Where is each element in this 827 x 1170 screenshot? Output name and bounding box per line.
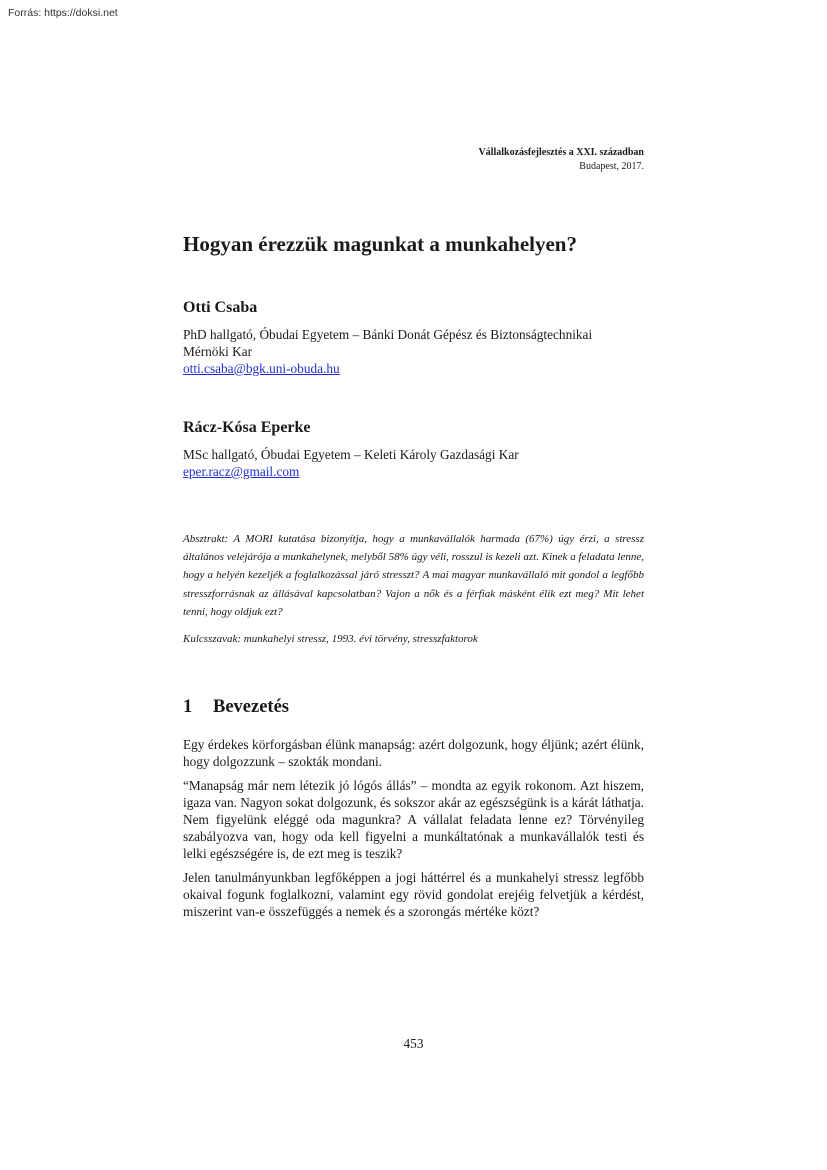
paragraph: Jelen tanulmányunkban legfőképpen a jogi háttérrel és a munkahelyi stressz legfőbb okaival fogunk foglalkozni, valamint egy rövid gondolat erejéig felvetjük a kérdést, miszerint van-e összefüggés a nemek és a szorongás mértéke közt? [183, 870, 644, 919]
section-title: Bevezetés [213, 697, 290, 717]
author-name: Otti Csaba [183, 299, 258, 316]
author-affiliation-cont: Mérnöki Kar [183, 344, 253, 359]
author-block-2 [183, 419, 644, 481]
source-label: Forrás: https://doksi.net [8, 7, 118, 19]
conference-header [478, 146, 644, 174]
conference-place-year: Budapest, 2017. [579, 161, 644, 172]
section-heading [183, 697, 644, 718]
author-email-link[interactable]: eper.racz@gmail.com [183, 464, 300, 479]
page-number: 453 [403, 1036, 424, 1051]
author-affiliation: MSc hallgató, Óbudai Egyetem – Keleti Károly Gazdasági Kar [183, 447, 519, 462]
conference-title: Vállalkozásfejlesztés a XXI. században [478, 147, 644, 158]
section-body [183, 736, 644, 927]
paper-title: Hogyan érezzük magunkat a munkahelyen? [183, 232, 577, 256]
keywords: Kulcsszavak: munkahelyi stressz, 1993. évi törvény, stresszfaktorok [183, 633, 478, 645]
author-affiliation: PhD hallgató, Óbudai Egyetem – Bánki Donát Gépész és Biztonságtechnikai [183, 327, 593, 342]
author-block-1 [183, 299, 644, 378]
abstract: Absztrakt: A MORI kutatása bizonyítja, hogy a munkavállalók harmada (67%) úgy érzi, a stressz általános velejárója a munkahelynek, melyből 58% úgy véli, rosszul is kezeli azt. Kinek a feladata lenne, hogy a helyén kezeljék a foglalkozással járó stresszt? A mai magyar munkavállaló mit gondol a legfőbb stresszforrásnak az állásával kapcsolatban? Vajon a nők és a férfiak másként élik ezt meg? Mit lehet tenni, hogy oldjuk ezt? [183, 533, 644, 618]
author-name: Rácz-Kósa Eperke [183, 419, 311, 436]
paragraph: Egy érdekes körforgásban élünk manapság: azért dolgozunk, hogy éljünk; azért élünk, hogy dolgozzunk – szokták mondani. [183, 737, 644, 769]
paragraph: “Manapság már nem létezik jó lógós állás” – mondta az egyik rokonom. Azt hiszem, igaza van. Nagyon sokat dolgozunk, és sokszor akár az egészségünk is a kárát láthatja. Nem figyelünk eléggé oda magunkra? A vállalat feladata lenne ez? Törvényileg szabályozva van, hogy oda kell figyelni a munkáltatónak a munkavállalók testi és lelki egészségére is, de ezt meg is teszik? [183, 778, 644, 861]
section-number: 1 [183, 697, 193, 717]
author-email-link[interactable]: otti.csaba@bgk.uni-obuda.hu [183, 361, 340, 376]
